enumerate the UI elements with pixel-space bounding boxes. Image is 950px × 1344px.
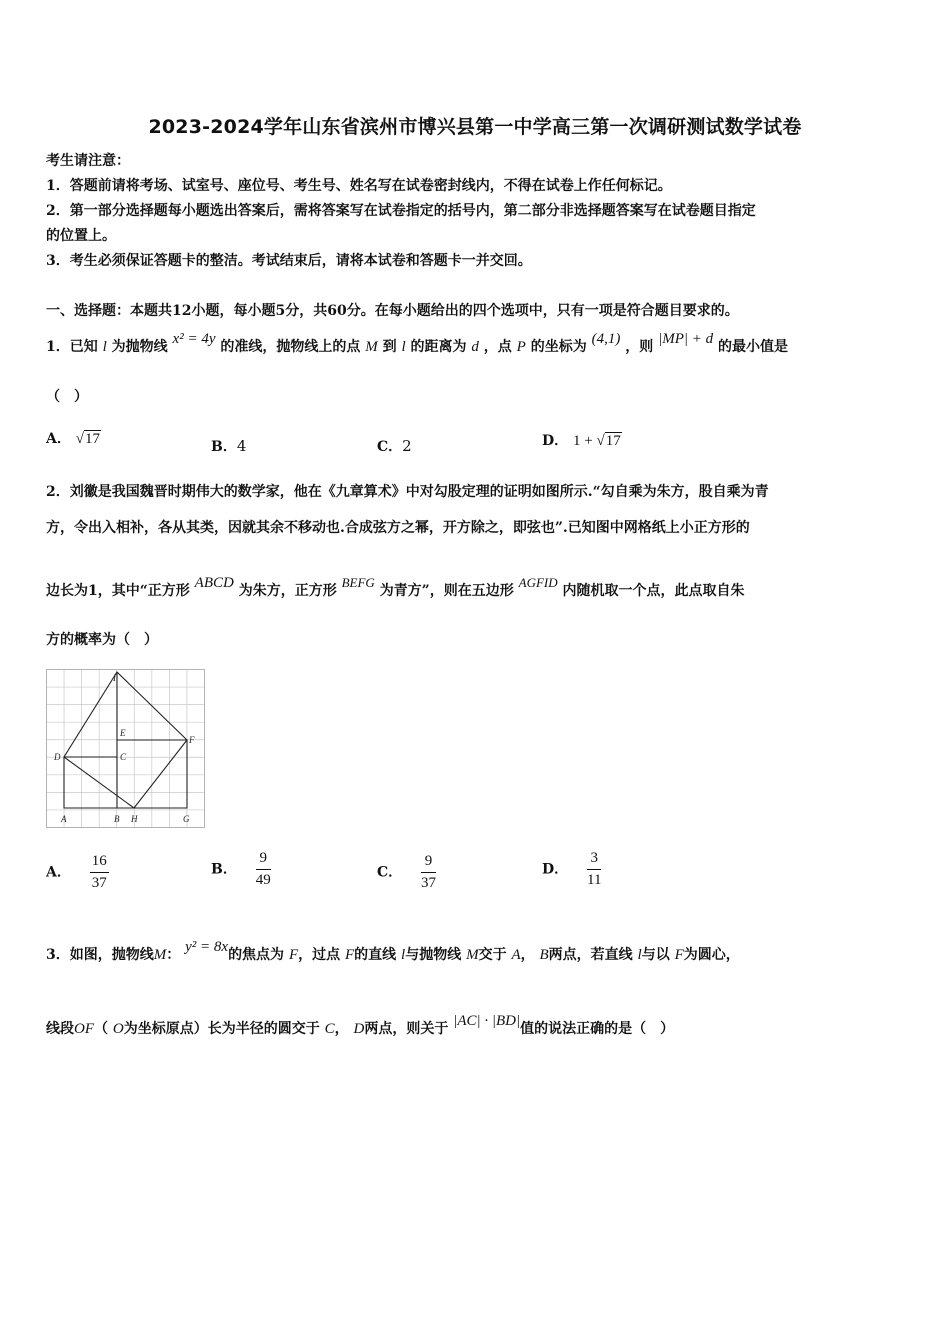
label-i: I xyxy=(113,673,116,683)
notice-heading: 考生请注意： xyxy=(46,153,130,169)
notice-item-2-cont: 的位置上。 xyxy=(46,228,116,244)
q2-option-c[interactable]: C． $\frac{9}{37}$ xyxy=(377,853,437,891)
q2-option-d[interactable]: D． $\frac{3}{11}$ xyxy=(542,850,602,888)
question-3-line-1: 3．如图，抛物线M： y² = 8x的焦点为 F，过点 F的直线 l与抛物线 M交于 A， B两点，若直线 l与以 F为圆心， xyxy=(46,939,740,963)
fraction: $\frac{9}{49}$ xyxy=(255,850,271,888)
fraction: $\frac{9}{37}$ xyxy=(421,853,437,891)
question-2-line-3: 边长为1，其中“正方形 ABCD 为朱方，正方形 BEFG 为青方”，则在五边形 AGFID 内随机取一个点，此点取自朱 xyxy=(46,575,745,599)
question-1-stem: 1．已知 l 为抛物线 x² = 4y 的准线，抛物线上的点 M 到 l 的距离为 d ，点 P 的坐标为 (4,1) ，则 |MP| + d 的最小值是 xyxy=(46,331,788,355)
label-a: A xyxy=(61,814,67,824)
notice-item-1: 1．答题前请将考场、试室号、座位号、考生号、姓名写在试卷密封线内，不得在试卷上作任何标记。 xyxy=(46,178,672,194)
fraction: $\frac{3}{11}$ xyxy=(587,850,602,888)
question-1-paren: （ ） xyxy=(46,389,88,405)
question-2-line-2: 方，令出入相补，各从其类，因就其余不移动也.合成弦方之幂，开方除之，即弦也”.已知图中网格纸上小正方形的 xyxy=(46,520,750,536)
q1-option-d[interactable]: D． 1 + √17 xyxy=(542,433,621,449)
notice-item-2: 2．第一部分选择题每小题选出答案后，需将答案写在试卷指定的括号内，第二部分非选择题答案写在试卷题目指定 xyxy=(46,203,756,219)
label-c: C xyxy=(120,752,127,762)
notice-item-3: 3．考生必须保证答题卡的整洁。考试结束后，请将本试卷和答题卡一并交回。 xyxy=(46,253,532,269)
q1-option-a[interactable]: A． √17 xyxy=(46,431,100,447)
label-b: B xyxy=(114,814,120,824)
label-g: G xyxy=(183,814,190,824)
page-title: 2023-2024学年山东省滨州市博兴县第一中学高三第一次调研测试数学试卷 xyxy=(148,116,802,138)
section-heading: 一、选择题：本题共12小题，每小题5分，共60分。在每小题给出的四个选项中，只有一项是符合题目要求的。 xyxy=(46,303,739,319)
question-2-line-4: 方的概率为（ ） xyxy=(46,632,158,648)
pythagorean-figure xyxy=(46,669,206,829)
q2-option-a[interactable]: A． $\frac{16}{37}$ xyxy=(46,853,107,891)
fraction: $\frac{16}{37}$ xyxy=(91,853,107,891)
label-d: D xyxy=(54,752,61,762)
label-f: F xyxy=(189,735,195,745)
q1-option-b[interactable]: B．4 xyxy=(211,437,247,455)
question-3-line-2: 线段OF（ O为坐标原点）长为半径的圆交于 C， D两点，则关于 |AC| · |BD|值的说法正确的是（ ） xyxy=(46,1013,675,1037)
sqrt-icon: √17 xyxy=(75,431,100,447)
grid-diagram xyxy=(46,669,206,829)
outer-outline xyxy=(64,740,187,808)
label-e: E xyxy=(120,728,126,738)
question-2-line-1: 2．刘徽是我国魏晋时期伟大的数学家，他在《九章算术》中对勾股定理的证明如图所示.“勾自乘为朱方，股自乘为青 xyxy=(46,484,769,500)
label-h: H xyxy=(131,814,138,824)
q1-option-c[interactable]: C．2 xyxy=(377,437,412,455)
q2-option-b[interactable]: B． $\frac{9}{49}$ xyxy=(211,850,271,888)
